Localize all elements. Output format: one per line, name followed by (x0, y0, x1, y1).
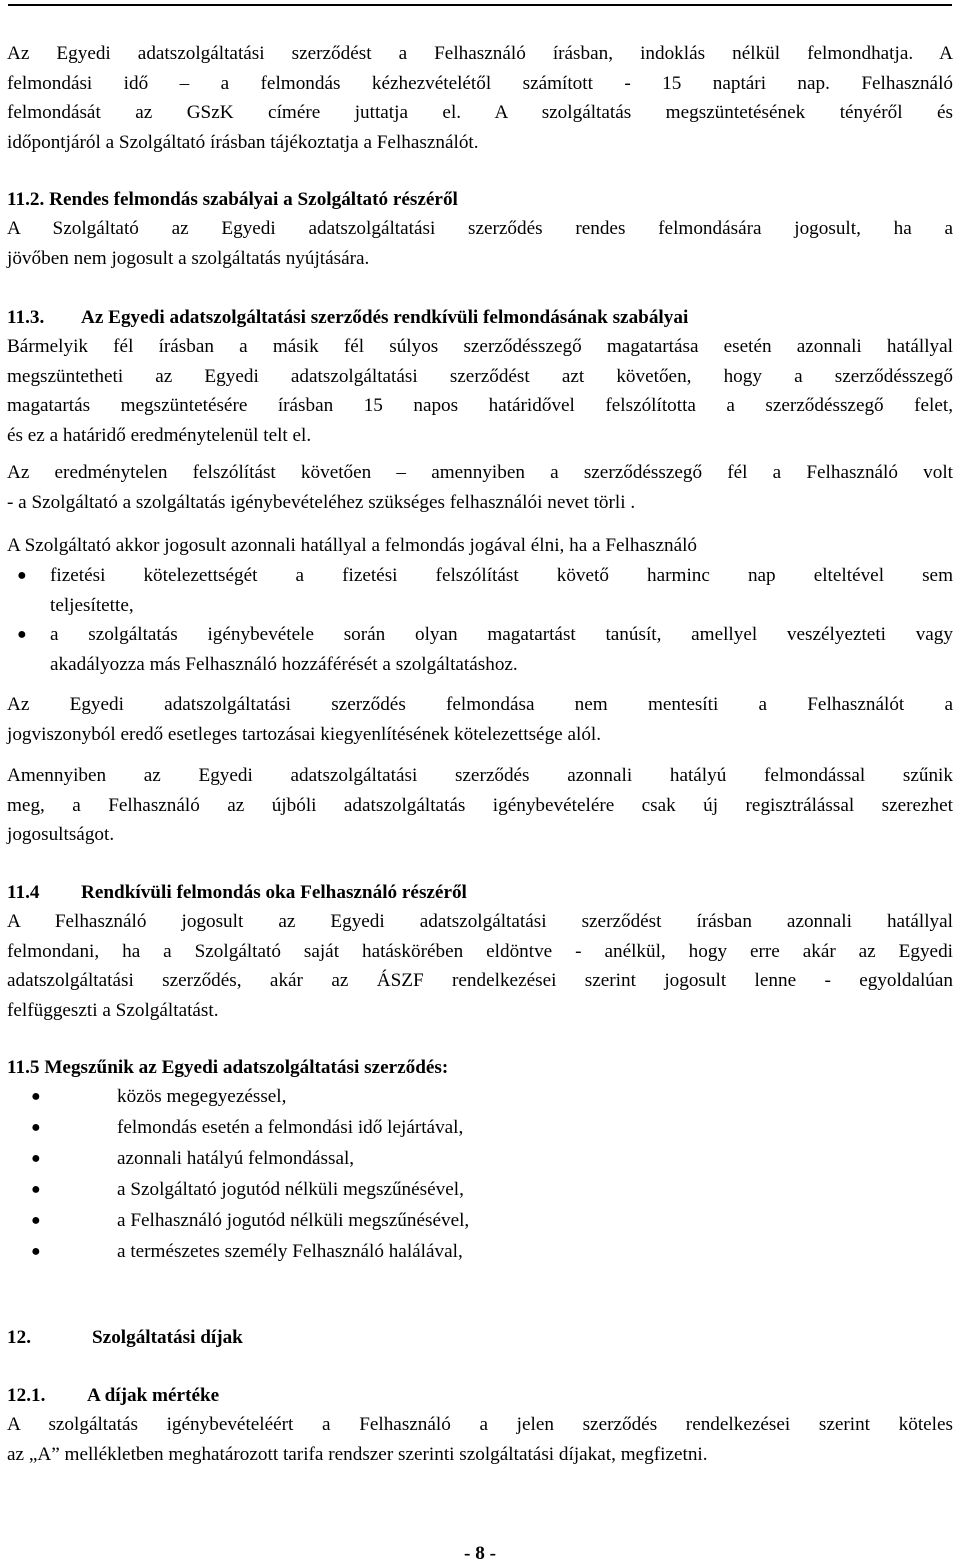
bullet-icon: ● (17, 567, 27, 584)
text-line: a Szolgáltató jogutód nélküli megszűnésével, (117, 1179, 464, 1200)
section-number: 12.1. (7, 1385, 46, 1406)
bullet-icon: ● (31, 1243, 41, 1260)
section-title: Szolgáltatási díjak (92, 1327, 243, 1348)
list-item (7, 1206, 953, 1236)
text-line: időpontjáról a Szolgáltató írásban tájékoztatja a Felhasználót. (7, 131, 479, 153)
section-title: A díjak mértéke (87, 1385, 220, 1406)
list-item (7, 620, 953, 679)
top-rule (8, 4, 952, 6)
text-line: megszüntetheti az Egyedi adatszolgáltatási szerződést azt követően, hogy a szerződésszegő (7, 365, 953, 387)
text-line: teljesítette, (50, 594, 134, 616)
text-line: azonnali hatályú felmondással, (117, 1148, 355, 1169)
text-line: akadályozza más Felhasználó hozzáférését a szolgáltatáshoz. (50, 653, 518, 675)
heading-12 (7, 1323, 953, 1353)
bullet-icon: ● (31, 1181, 41, 1198)
section-title: Az Egyedi adatszolgáltatási szerződés rendkívüli felmondásának szabályai (81, 307, 689, 328)
text-line: - a Szolgáltató a szolgáltatás igénybevételéhez szükséges felhasználói nevet törli . (7, 491, 636, 513)
list-item (7, 561, 953, 620)
text-line: meg, a Felhasználó az újbóli adatszolgáltatás igénybevételére csak új regisztrálással szerezhet (7, 794, 953, 816)
paragraph-immediate-termination (7, 531, 953, 561)
bullet-icon: ● (31, 1150, 41, 1167)
paragraph-11-3 (7, 332, 953, 450)
text-line: közös megegyezéssel, (117, 1086, 287, 1107)
bullet-icon: ● (31, 1088, 41, 1105)
text-line: jogosultságot. (7, 824, 115, 845)
heading-12-1 (7, 1381, 953, 1411)
heading-11-4 (7, 878, 953, 908)
section-title: Rendkívüli felmondás oka Felhasználó részéről (81, 882, 467, 903)
text-line: fizetési kötelezettségét a fizetési felszólítást követő harminc nap elteltével sem (50, 565, 953, 586)
text-line: A Felhasználó jogosult az Egyedi adatszolgáltatási szerződést írásban azonnali hatállyal (7, 911, 953, 932)
paragraph-re-registration (7, 761, 953, 850)
list-item (7, 1175, 953, 1205)
section-number: 11.4 (7, 882, 40, 903)
paragraph-11-2 (7, 214, 953, 273)
bullet-icon: ● (31, 1119, 41, 1136)
text-line: Bármelyik fél írásban a másik fél súlyos szerződésszegő magatartása esetén azonnali hatállyal (7, 336, 953, 357)
text-line: a természetes személy Felhasználó halálával, (117, 1241, 463, 1262)
list-item (7, 1082, 953, 1112)
page-number: - 8 - (464, 1543, 496, 1564)
bullet-icon: ● (31, 1212, 41, 1229)
text-line: A Szolgáltató akkor jogosult azonnali hatállyal a felmondás jogával élni, ha a Felhasználó (7, 535, 698, 556)
text-line: jövőben nem jogosult a szolgáltatás nyújtására. (7, 247, 370, 269)
list-item (7, 1144, 953, 1174)
text-line: felmondás esetén a felmondási idő lejártával, (117, 1117, 464, 1138)
text-line: Amennyiben az Egyedi adatszolgáltatási szerződés azonnali hatályú felmondással szűnik (7, 765, 953, 786)
section-number: 12. (7, 1327, 31, 1348)
list-item (7, 1113, 953, 1143)
heading-11-2: 11.2. Rendes felmondás szabályai a Szolgáltató részéről (7, 189, 458, 210)
text-line: a Felhasználó jogutód nélküli megszűnésével, (117, 1210, 470, 1231)
text-line: A szolgáltatás igénybevételéért a Felhasználó a jelen szerződés rendelkezései szerint köteles (7, 1414, 953, 1435)
paragraph-11-4 (7, 907, 953, 1025)
paragraph-no-exemption (7, 690, 953, 749)
text-line: felmondási idő – a felmondás kézhezvételétől számított - 15 naptári nap. Felhasználó (7, 72, 953, 94)
text-line: adatszolgáltatási szerződés, akár az ÁSZF rendelkezései szerint jogosult lenne - egyoldalúan (7, 970, 953, 991)
heading-11-3 (7, 303, 953, 333)
paragraph-after-notice (7, 458, 953, 517)
text-line: A Szolgáltató az Egyedi adatszolgáltatási szerződés rendes felmondására jogosult, ha a (7, 218, 953, 239)
heading-11-5: 11.5 Megszűnik az Egyedi adatszolgáltatási szerződés: (7, 1057, 449, 1078)
text-line: Az Egyedi adatszolgáltatási szerződést a Felhasználó írásban, indoklás nélkül felmondhatja. A (7, 43, 953, 64)
text-line: és ez a határidő eredménytelenül telt el. (7, 424, 312, 446)
text-line: Az eredménytelen felszólítást követően – amennyiben a szerződésszegő fél a Felhasználó volt (7, 462, 953, 483)
text-line: felfüggeszti a Szolgáltatást. (7, 999, 219, 1021)
paragraph-12-1 (7, 1410, 953, 1469)
text-line: jogviszonyból eredő esetleges tartozásai kiegyenlítésének kötelezettsége alól. (7, 723, 602, 745)
paragraph-termination-by-user (7, 39, 953, 157)
section-number: 11.3. (7, 307, 45, 328)
text-line: felmondani, ha a Szolgáltató saját hatáskörében eldöntve - anélkül, hogy erre akár az Egyedi (7, 940, 953, 962)
text-line: magatartás megszüntetésére írásban 15 napos határidővel felszólította a szerződésszegő felet, (7, 395, 953, 416)
list-item (7, 1237, 953, 1267)
text-line: Az Egyedi adatszolgáltatási szerződés felmondása nem mentesíti a Felhasználót a (7, 694, 953, 715)
text-line: az „A” mellékletben meghatározott tarifa rendszer szerinti szolgáltatási díjakat, megfizetni. (7, 1443, 708, 1465)
text-line: a szolgáltatás igénybevétele során olyan magatartást tanúsít, amellyel veszélyezteti vagy (50, 624, 953, 645)
text-line: felmondását az GSzK címére juttatja el. A szolgáltatás megszüntetésének tényéről és (7, 102, 953, 123)
bullet-icon: ● (17, 626, 27, 643)
